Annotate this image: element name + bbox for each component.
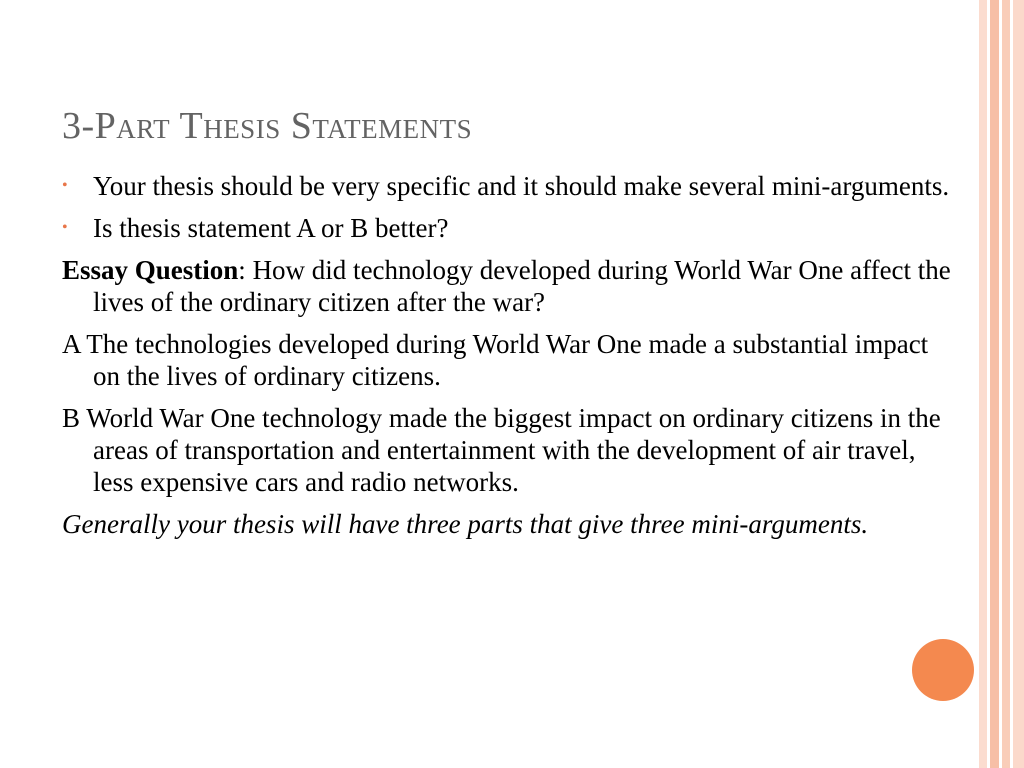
bullet-dot-icon: • (62, 177, 68, 194)
bullet-text: Your thesis should be very specific and it should make several mini-arguments. (93, 171, 950, 201)
essay-question-text: How did technology developed during World War One affect the lives of the ordinary citizen after the war? (93, 255, 951, 317)
bullet-dot-icon: • (62, 219, 68, 236)
bullet-text: Is thesis statement A or B better? (93, 213, 449, 243)
bullet-item (62, 212, 952, 244)
border-stripe (1002, 0, 1010, 768)
decorative-accent-circle (912, 639, 974, 701)
option-a-paragraph: A The technologies developed during World War One made a substantial impact on the lives of ordinary citizens. (62, 329, 929, 391)
border-stripe (979, 0, 987, 768)
decorative-border-stripes (979, 0, 1024, 768)
slide-title: 3-Part Thesis Statements (62, 105, 473, 147)
conclusion-paragraph: Generally your thesis will have three parts that give three mini-arguments. (62, 509, 869, 539)
border-stripe (1013, 0, 1024, 768)
border-stripe (990, 0, 999, 768)
option-b-paragraph: B World War One technology made the biggest impact on ordinary citizens in the areas of transportation and entertainment with the development of air travel, less expensive cars and radio networks. (62, 403, 941, 497)
bullet-item (62, 170, 952, 202)
slide-body (62, 170, 952, 550)
essay-question-paragraph (62, 254, 952, 318)
essay-question-separator: : (238, 255, 246, 285)
essay-question-label: Essay Question (62, 255, 239, 285)
